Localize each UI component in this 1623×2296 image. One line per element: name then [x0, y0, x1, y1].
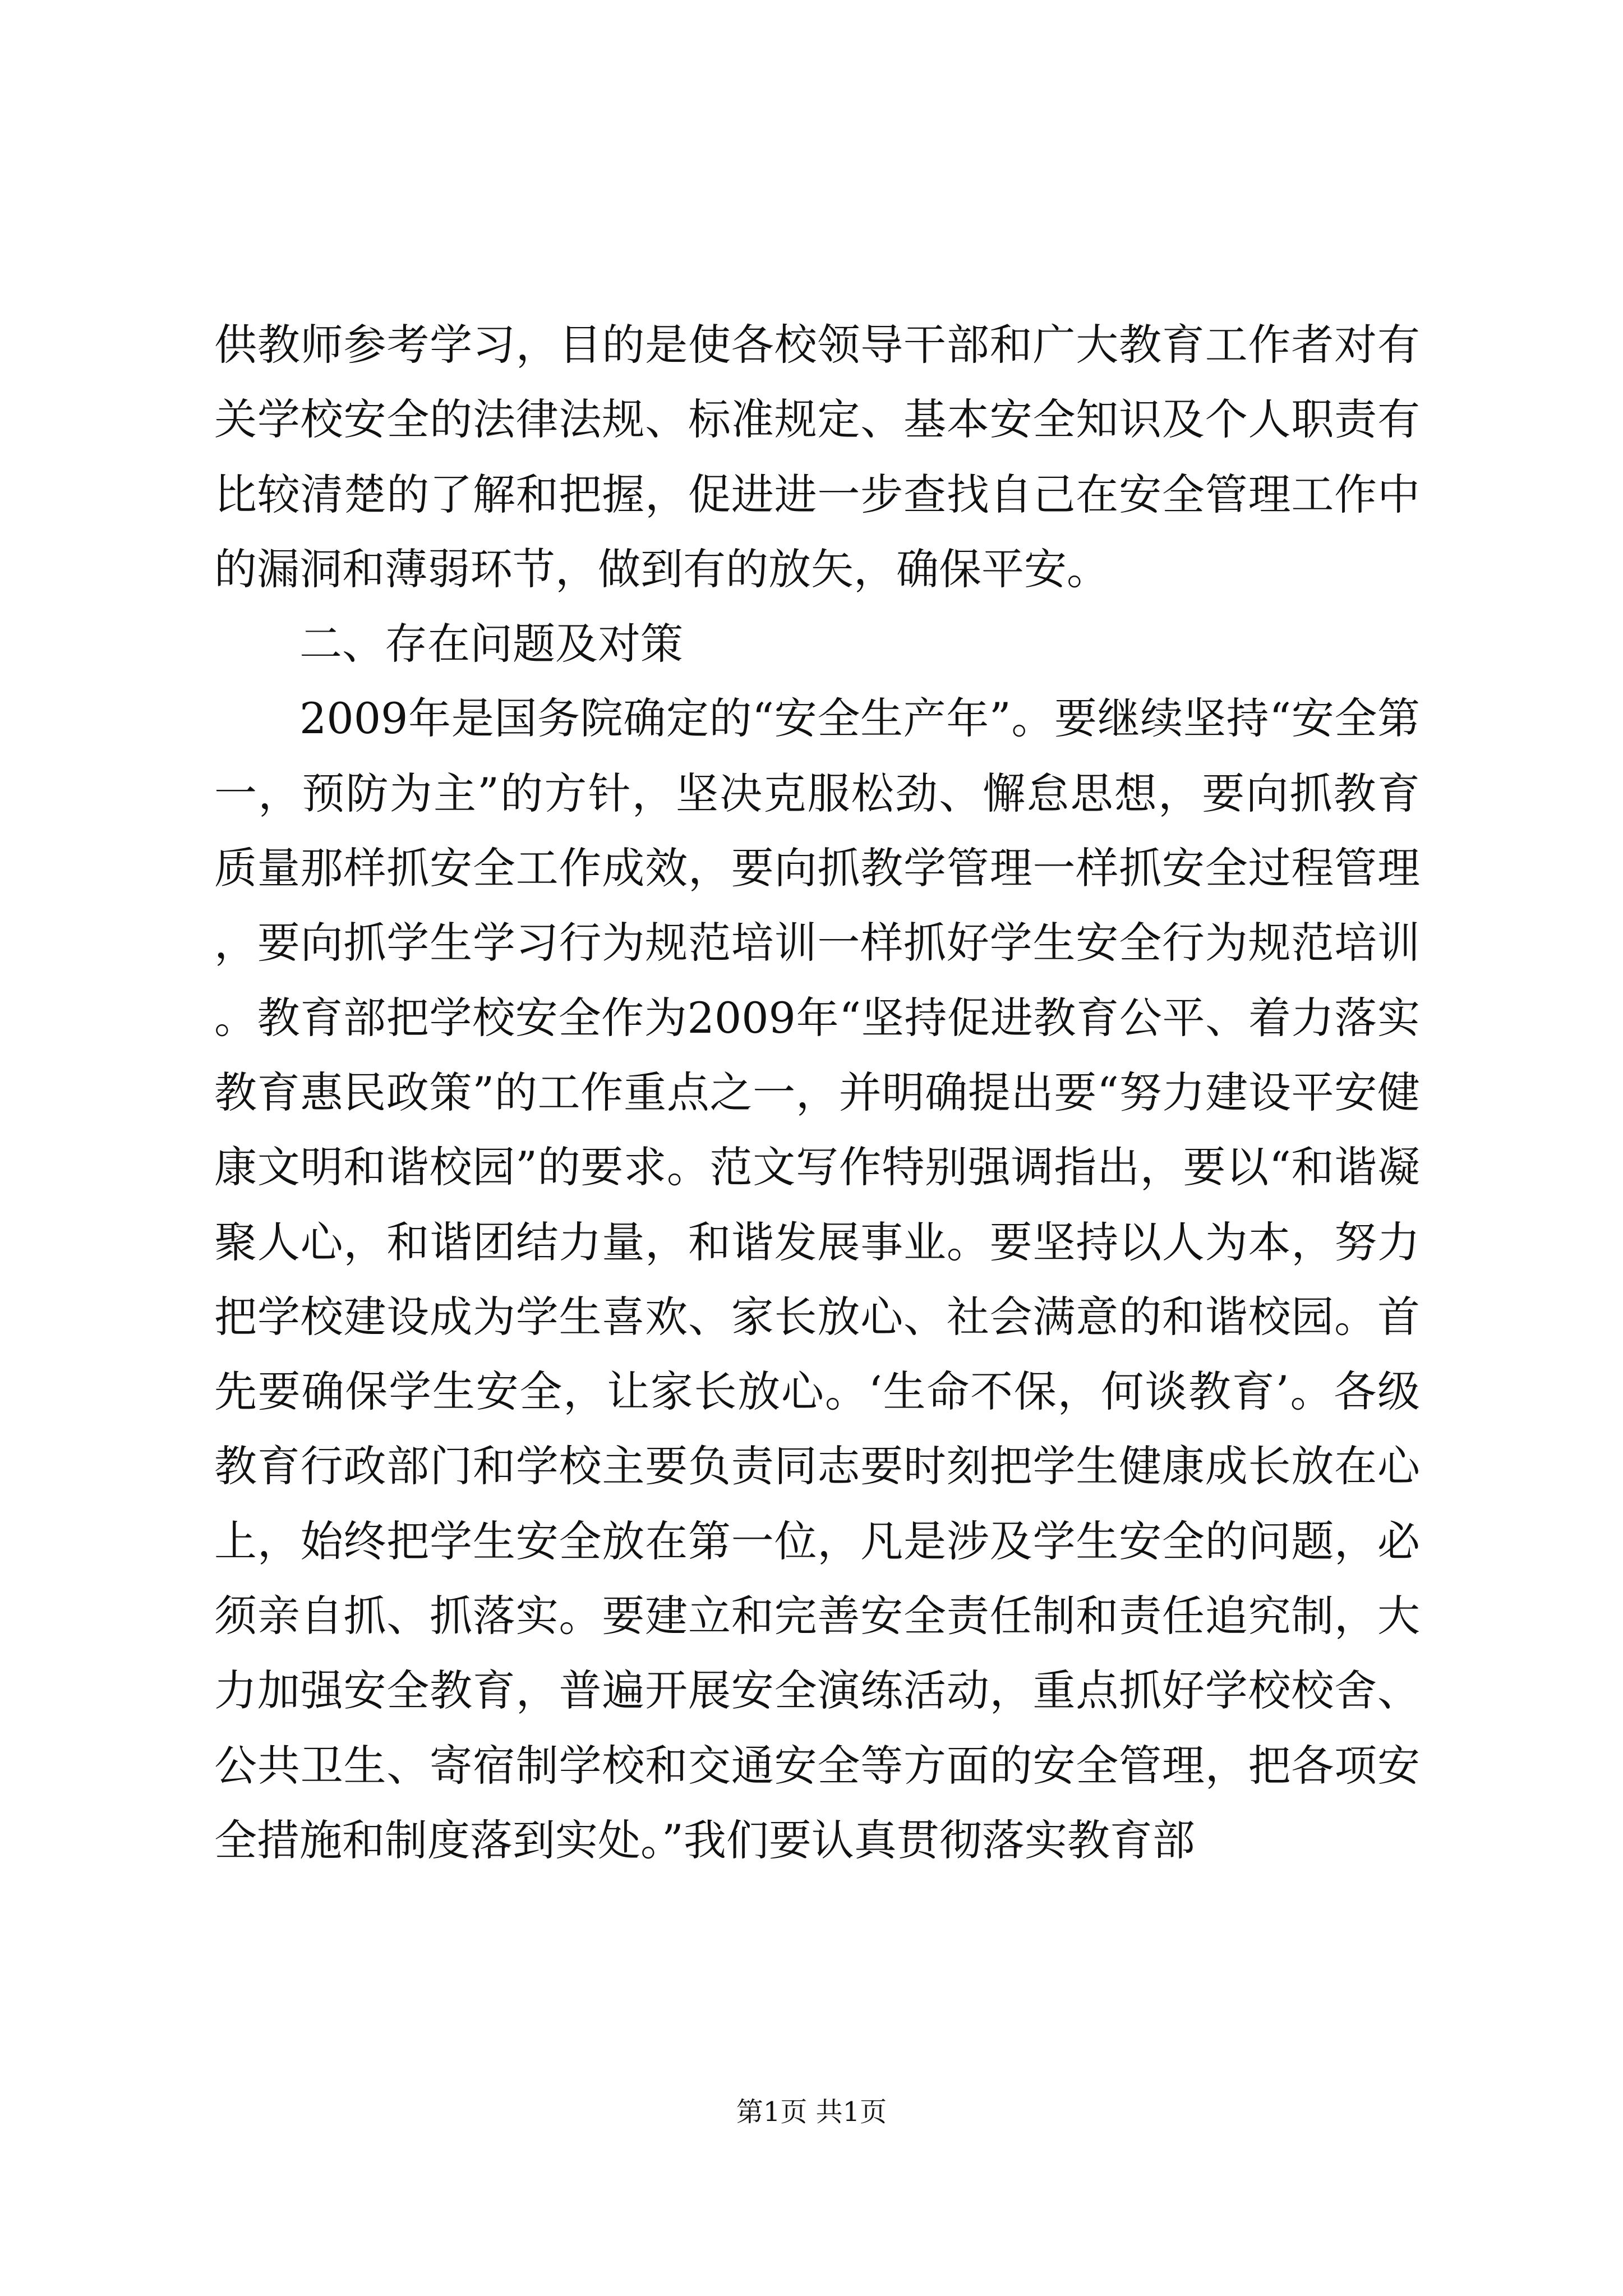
paragraph-body: 2009年是国务院确定的“安全生产年”。要继续坚持“安全第一，预防为主”的方针，坚决克服松劲、懈怠思想，要向抓教育质量那样抓安全工作成效，要向抓教学管理一样抓安全过程管理，要向抓学生学习行为规范培训一样抓好学生安全行为规范培训。教育部把学校安全作为2009年“坚持促进教育公平、着力落实教育惠民政策”的工作重点之一，并明确提出要“努力建设平安健康文明和谐校园”的要求。范文写作特别强调指出，要以“和谐凝聚人心，和谐团结力量，和谐发展事业。要坚持以人为本，努力把学校建设成为学生喜欢、家长放心、社会满意的和谐校园。首先要确保学生安全，让家长放心。‘生命不保，何谈教育’。各级教育行政部门和学校主要负责同志要时刻把学生健康成长放在心上，始终把学生安全放在第一位，凡是涉及学生安全的问题，必须亲自抓、抓落实。要建立和完善安全责任制和责任追究制，大力加强安全教育，普遍开展安全演练活动，重点抓好学校校舍、公共卫生、寄宿制学校和交通安全等方面的安全管理，把各项安全措施和制度落到实处。”我们要认真贯彻落实教育部 — [214, 693, 1420, 1865]
document-body — [214, 307, 1420, 1878]
page-number-footer: 第1页 共1页 — [736, 2096, 887, 2128]
section-heading: 二、存在问题及对策 — [299, 619, 683, 669]
paragraph-continuation: 供教师参考学习，目的是使各校领导干部和广大教育工作者对有关学校安全的法律法规、标准规定、基本安全知识及个人职责有比较清楚的了解和把握，促进进一步查找自己在安全管理工作中的漏洞和薄弱环节，做到有的放矢，确保平安。 — [214, 320, 1420, 594]
